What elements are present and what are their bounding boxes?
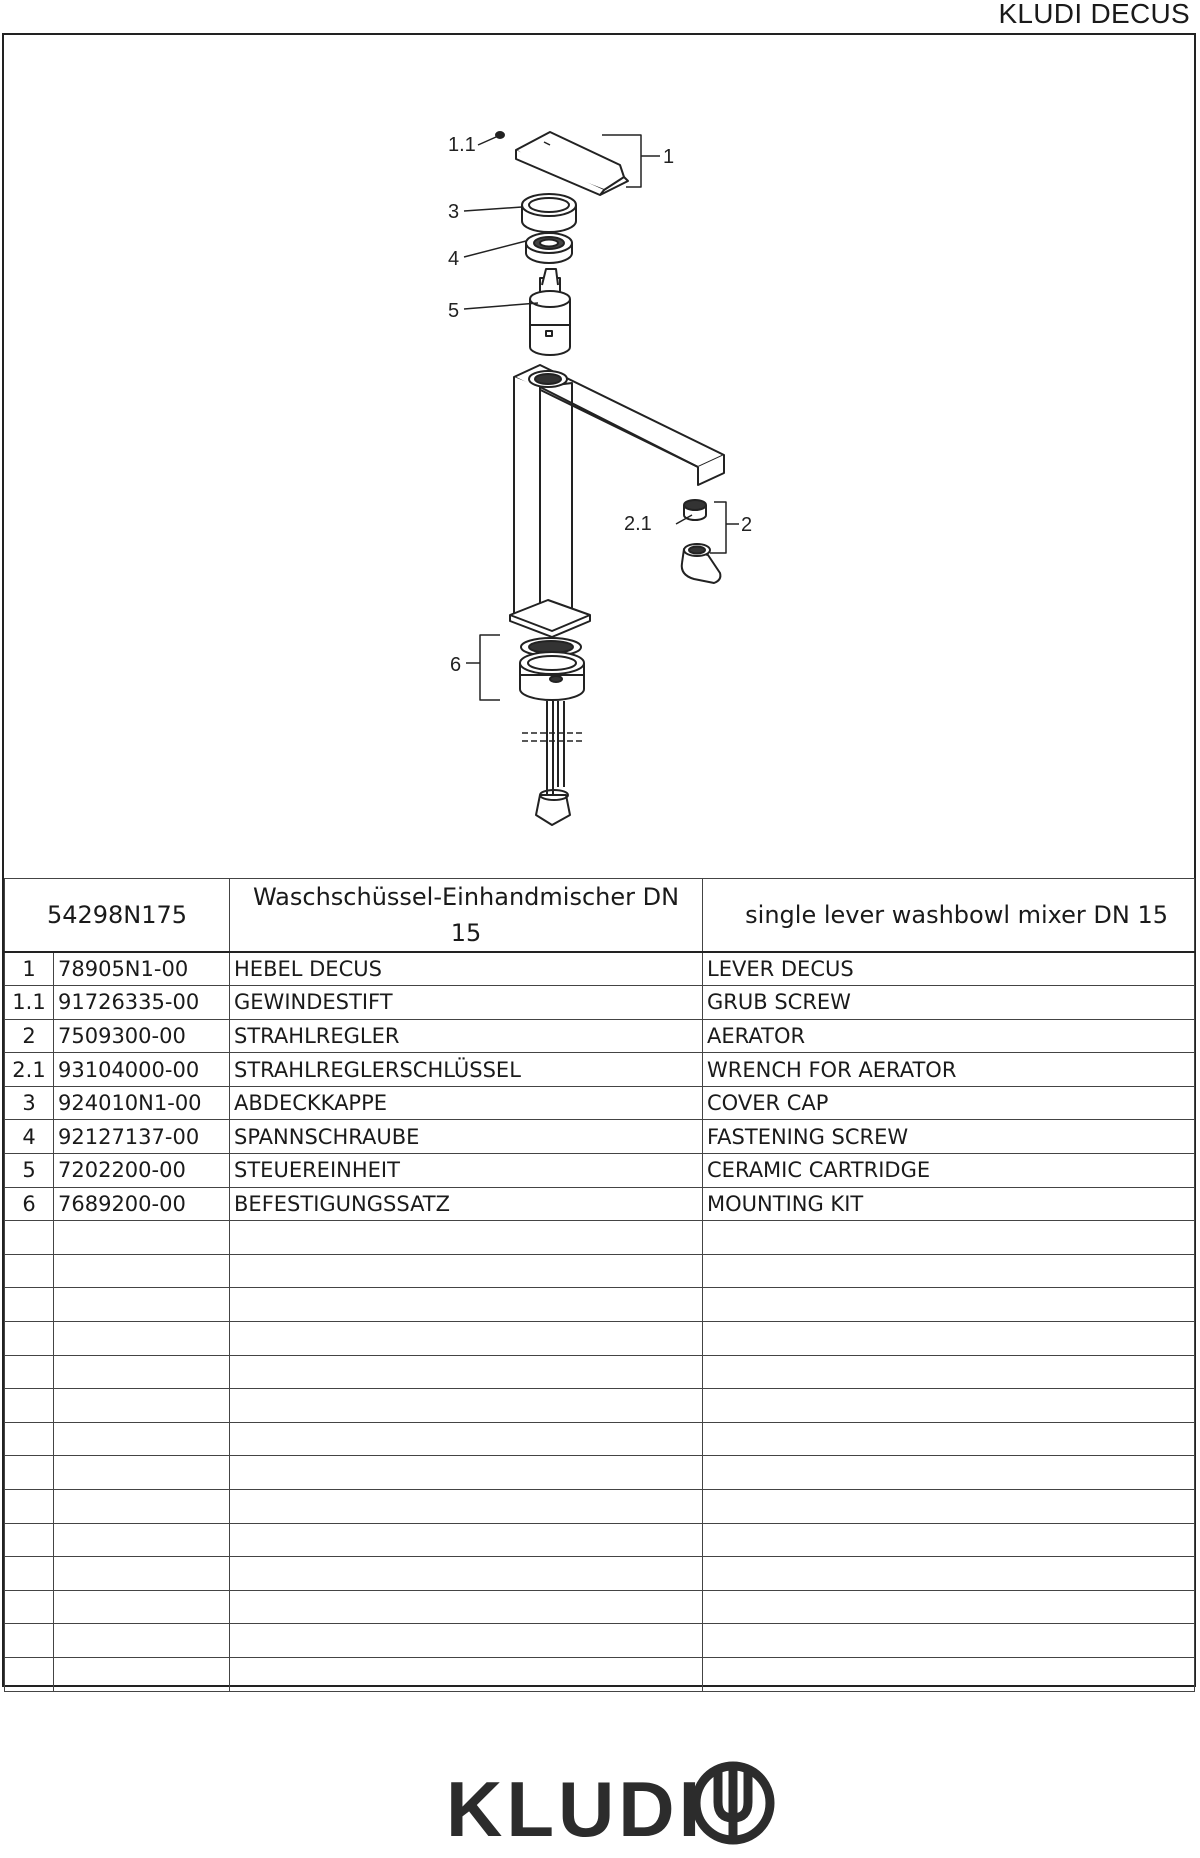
empty-table-row (5, 1389, 1195, 1423)
article-number-cell: 7202200-00 (54, 1154, 230, 1188)
position-cell: 1 (5, 952, 54, 986)
fastening-screw-part (526, 233, 572, 263)
product-name-de: Waschschüssel-Einhandmischer DN 15 (230, 879, 703, 953)
article-number-cell: 7689200-00 (54, 1187, 230, 1221)
table-row (5, 1120, 1195, 1154)
product-name-en: single lever washbowl mixer DN 15 (703, 879, 1195, 953)
description-de-cell (230, 1523, 703, 1557)
description-de-cell (230, 1490, 703, 1524)
table-row (5, 986, 1195, 1020)
article-number-cell (54, 1456, 230, 1490)
position-cell (5, 1624, 54, 1658)
description-en-cell (703, 1523, 1195, 1557)
callout-3: 3 (448, 201, 460, 223)
empty-table-row (5, 1221, 1195, 1255)
description-en-cell: MOUNTING KIT (703, 1187, 1195, 1221)
article-number-cell: 924010N1-00 (54, 1086, 230, 1120)
empty-table-row (5, 1254, 1195, 1288)
parts-table (4, 878, 1195, 1692)
logo-wordmark: KLUDI (446, 1765, 705, 1853)
article-number-cell: 7509300-00 (54, 1019, 230, 1053)
description-de-cell (230, 1322, 703, 1356)
article-number-cell (54, 1523, 230, 1557)
description-en-cell (703, 1254, 1195, 1288)
description-de-cell: SPANNSCHRAUBE (230, 1120, 703, 1154)
position-cell: 2.1 (5, 1053, 54, 1087)
callout-2-1: 2.1 (624, 513, 652, 535)
description-en-cell (703, 1288, 1195, 1322)
description-de-cell (230, 1254, 703, 1288)
description-en-cell: LEVER DECUS (703, 952, 1195, 986)
description-en-cell: GRUB SCREW (703, 986, 1195, 1020)
description-de-cell (230, 1422, 703, 1456)
position-cell: 1.1 (5, 986, 54, 1020)
position-cell (5, 1523, 54, 1557)
position-cell (5, 1456, 54, 1490)
description-en-cell (703, 1456, 1195, 1490)
description-en-cell (703, 1355, 1195, 1389)
description-en-cell (703, 1490, 1195, 1524)
position-cell (5, 1355, 54, 1389)
description-en-cell: AERATOR (703, 1019, 1195, 1053)
position-cell (5, 1590, 54, 1624)
article-number-cell (54, 1389, 230, 1423)
article-number-cell (54, 1557, 230, 1591)
position-cell (5, 1221, 54, 1255)
position-cell (5, 1557, 54, 1591)
article-number-cell (54, 1221, 230, 1255)
position-cell: 4 (5, 1120, 54, 1154)
page-title: KLUDI DECUS (998, 0, 1190, 29)
position-cell (5, 1254, 54, 1288)
empty-table-row (5, 1355, 1195, 1389)
description-en-cell: WRENCH FOR AERATOR (703, 1053, 1195, 1087)
description-en-cell (703, 1389, 1195, 1423)
description-en-cell (703, 1422, 1195, 1456)
description-de-cell: HEBEL DECUS (230, 952, 703, 986)
position-cell: 5 (5, 1154, 54, 1188)
table-row (5, 1086, 1195, 1120)
empty-table-row (5, 1657, 1195, 1691)
description-de-cell: BEFESTIGUNGSSATZ (230, 1187, 703, 1221)
empty-table-row (5, 1490, 1195, 1524)
cartridge-part (530, 269, 570, 355)
empty-table-row (5, 1322, 1195, 1356)
callout-4: 4 (448, 248, 460, 270)
table-row (5, 952, 1195, 986)
description-de-cell (230, 1624, 703, 1658)
parts-table-header (5, 879, 1195, 953)
mounting-kit-part (520, 638, 584, 825)
description-de-cell: GEWINDESTIFT (230, 986, 703, 1020)
lever-part (516, 132, 628, 195)
description-de-cell: STRAHLREGLERSCHLÜSSEL (230, 1053, 703, 1087)
empty-table-row (5, 1523, 1195, 1557)
position-cell (5, 1422, 54, 1456)
description-de-cell: ABDECKKAPPE (230, 1086, 703, 1120)
table-row (5, 1154, 1195, 1188)
empty-table-row (5, 1288, 1195, 1322)
description-en-cell (703, 1624, 1195, 1658)
callout-2: 2 (741, 514, 753, 536)
description-de-cell (230, 1456, 703, 1490)
callout-1-1: 1.1 (448, 134, 476, 156)
callout-1: 1 (663, 146, 675, 168)
description-en-cell (703, 1657, 1195, 1691)
article-number-cell (54, 1590, 230, 1624)
position-cell (5, 1389, 54, 1423)
article-number-cell (54, 1422, 230, 1456)
article-number-cell (54, 1322, 230, 1356)
kludi-emblem-icon (688, 1758, 778, 1848)
description-en-cell: CERAMIC CARTRIDGE (703, 1154, 1195, 1188)
description-de-cell: STRAHLREGLER (230, 1019, 703, 1053)
description-de-cell (230, 1657, 703, 1691)
description-de-cell (230, 1557, 703, 1591)
description-de-cell: STEUEREINHEIT (230, 1154, 703, 1188)
article-number-cell (54, 1355, 230, 1389)
description-en-cell (703, 1221, 1195, 1255)
table-row (5, 1019, 1195, 1053)
empty-table-row (5, 1624, 1195, 1658)
aerator-wrench-part (682, 544, 721, 583)
description-de-cell (230, 1221, 703, 1255)
description-en-cell (703, 1590, 1195, 1624)
position-cell: 3 (5, 1086, 54, 1120)
description-de-cell (230, 1590, 703, 1624)
empty-table-row (5, 1590, 1195, 1624)
description-en-cell (703, 1557, 1195, 1591)
position-cell (5, 1288, 54, 1322)
cover-cap-part (522, 194, 576, 232)
article-number-cell (54, 1254, 230, 1288)
callout-5: 5 (448, 300, 460, 322)
document-frame (2, 33, 1196, 1687)
table-row (5, 1187, 1195, 1221)
article-number-cell: 78905N1-00 (54, 952, 230, 986)
article-number-cell: 93104000-00 (54, 1053, 230, 1087)
description-en-cell (703, 1322, 1195, 1356)
article-number-cell (54, 1288, 230, 1322)
article-number-cell: 92127137-00 (54, 1120, 230, 1154)
article-number-cell (54, 1624, 230, 1658)
description-de-cell (230, 1389, 703, 1423)
position-cell (5, 1322, 54, 1356)
position-cell (5, 1657, 54, 1691)
description-en-cell: FASTENING SCREW (703, 1120, 1195, 1154)
table-row (5, 1053, 1195, 1087)
empty-table-row (5, 1422, 1195, 1456)
article-number-cell (54, 1657, 230, 1691)
grub-screw-part (496, 132, 504, 138)
empty-table-row (5, 1557, 1195, 1591)
article-number-cell: 91726335-00 (54, 986, 230, 1020)
kludi-logo (446, 1758, 826, 1853)
position-cell (5, 1490, 54, 1524)
position-cell: 2 (5, 1019, 54, 1053)
empty-table-row (5, 1456, 1195, 1490)
description-de-cell (230, 1288, 703, 1322)
article-number-cell (54, 1490, 230, 1524)
product-number: 54298N175 (5, 879, 230, 953)
exploded-view-drawing (4, 35, 1194, 878)
description-en-cell: COVER CAP (703, 1086, 1195, 1120)
description-de-cell (230, 1355, 703, 1389)
callout-6: 6 (450, 654, 462, 676)
position-cell: 6 (5, 1187, 54, 1221)
